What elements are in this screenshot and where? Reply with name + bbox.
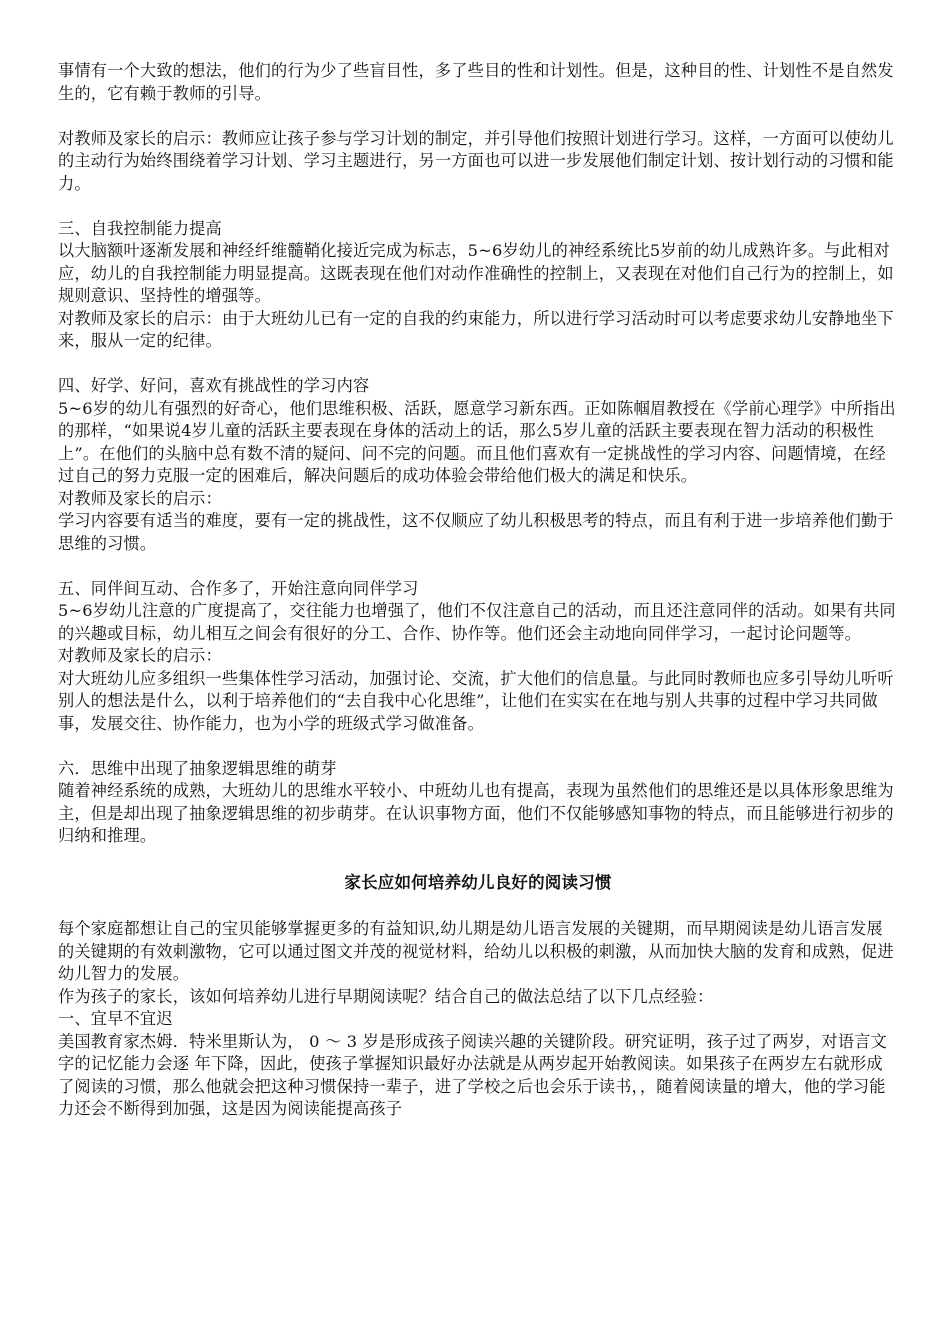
label-teacher-insight: 对教师及家长的启示： [58, 646, 222, 665]
spacer [58, 105, 898, 128]
spacer [58, 735, 898, 758]
paragraph-teacher-insight-peer: 对大班幼儿应多组织一些集体性学习活动，加强讨论、交流，扩大他们的信息量。与此同时教师也应多引导幼儿听听别人的想法是什么，以利于培养他们的“去自我中心化思维”，让他们在实实在在地与别人共事的过程中学习共同做事，发展交往、协作能力，也为小学的班级式学习做准备。 [58, 668, 894, 733]
paragraph-teacher-insight-curiosity: 学习内容要有适当的难度，要有一定的挑战性，这不仅顺应了幼儿积极思考的特点，而且有利于进一步培养他们勤于思维的习惯。 [58, 511, 894, 553]
paragraph-self-control: 以大脑额叶逐渐发展和神经纤维髓鞘化接近完成为标志，5~6岁幼儿的神经系统比5岁前的幼儿成熟许多。与此相对应，幼儿的自我控制能力明显提高。这既表现在他们对动作准确性的控制上，又表现在对他们自己行为的控制上，如规则意识、坚持性的增强等。 [58, 241, 894, 305]
paragraph-reading-question: 作为孩子的家长，该如何培养幼儿进行早期阅读呢？结合自己的做法总结了以下几点经验： [58, 986, 714, 1006]
section-heading-curiosity: 四、好学、好问，喜欢有挑战性的学习内容 [58, 376, 370, 395]
paragraph-reading-intro: 每个家庭都想让自己的宝贝能够掌握更多的有益知识,幼儿期是幼儿语言发展的关键期，而早期阅读是幼儿语言发展的关键期的有效刺激物，它可以通过图文并茂的视觉材料，给幼儿以积极的刺激，从而加快大脑的发育和成熟，促进幼儿智力的发展。 [58, 919, 894, 983]
paragraph-curiosity: 5~6岁的幼儿有强烈的好奇心，他们思维积极、活跃，愿意学习新东西。正如陈帼眉教授在《学前心理学》中所指出的那样，“如果说4岁儿童的活跃主要表现在身体的活动上的话，那么5岁儿童的活跃主要表现在智力活动的积极性上”。在他们的头脑中总有数不清的疑问、问不完的问题。而且他们喜欢有一定挑战性的学习内容、问题情境，在经过自己的努力克服一定的困难后，解决问题后的成功体验会带给他们极大的满足和快乐。 [58, 398, 896, 485]
section-heading-self-control: 三、自我控制能力提高 [58, 218, 222, 238]
paragraph-abstract-thinking: 随着神经系统的成熟，大班幼儿的思维水平较小、中班幼儿也有提高，表现为虽然他们的思维还是以具体形象思维为主，但是却出现了抽象逻辑思维的初步萌芽。在认识事物方面，他们不仅能够感知事物的特点，而且能够进行初步的归纳和推理。 [58, 781, 894, 845]
document-page [58, 60, 898, 1121]
section-heading-peer-interaction: 五、同伴间互动、合作多了，开始注意向同伴学习 [58, 578, 419, 598]
label-teacher-insight: 对教师及家长的启示： [58, 488, 222, 508]
spacer [58, 894, 898, 918]
paragraph-teacher-insight-self-control: 对教师及家长的启示：由于大班幼儿已有一定的自我的约束能力，所以进行学习活动时可以考虑要求幼儿安静地坐下来，服从一定的纪律。 [58, 308, 894, 350]
article-title-reading-habits: 家长应如何培养幼儿良好的阅读习惯 [344, 872, 612, 892]
spacer [58, 848, 898, 872]
section-heading-early-start: 一、宜早不宜迟 [58, 1009, 173, 1028]
paragraph-early-start: 美国教育家杰姆．特米里斯认为， 0 ～ 3 岁是形成孩子阅读兴趣的关键阶段。研究证明，孩子过了两岁，对语言文字的记忆能力会逐 年下降，因此，使孩子掌握知识最好办法就是从两岁起开始教阅读。如果孩子在两岁左右就形成了阅读的习惯，那么他就会把这种习惯保持一辈子，进了学校之后也会乐于读书，，随着阅读量的增大，他的学习能力还会不断得到加强，这是因为阅读能提高孩子 [58, 1031, 887, 1118]
paragraph-peer-interaction: 5~6岁幼儿注意的广度提高了，交往能力也增强了，他们不仅注意自己的活动，而且还注意同伴的活动。如果有共同的兴趣或目标，幼儿相互之间会有很好的分工、合作、协作等。他们还会主动地向同伴学习，一起讨论问题等。 [58, 601, 896, 643]
section-heading-abstract-thinking: 六．思维中出现了抽象逻辑思维的萌芽 [58, 758, 337, 778]
spacer [58, 195, 898, 218]
spacer [58, 555, 898, 578]
spacer [58, 353, 898, 376]
paragraph-teacher-insight-planning: 对教师及家长的启示：教师应让孩子参与学习计划的制定，并引导他们按照计划进行学习。这样，一方面可以使幼儿的主动行为始终围绕着学习计划、学习主题进行，另一方面也可以进一步发展他们制定计划、按计划行动的习惯和能力。 [58, 128, 894, 193]
paragraph-intro-continuation: 事情有一个大致的想法，他们的行为少了些盲目性，多了些目的性和计划性。但是，这种目的性、计划性不是自然发生的，它有赖于教师的引导。 [58, 61, 894, 103]
